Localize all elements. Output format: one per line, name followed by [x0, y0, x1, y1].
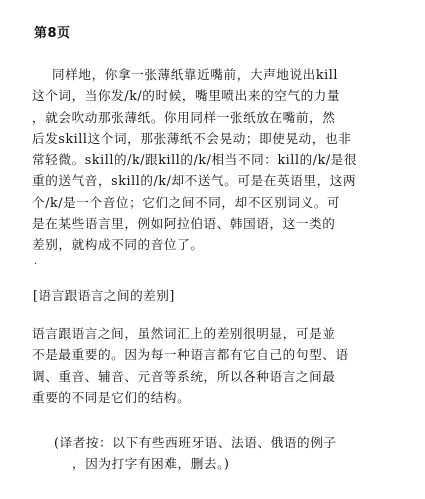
paragraph-line: ，就会吹动那张薄纸。你用同样一张纸放在嘴前，然 — [32, 109, 336, 125]
paragraph-line: 调、重音、辅音、元音等系统，所以各种语言之间最 — [32, 368, 336, 384]
stray-dot: . — [34, 256, 38, 267]
paragraph-line: 差别，就构成不同的音位了。 — [32, 237, 204, 253]
translator-note — [54, 432, 337, 475]
paragraph-line: 是在某些语言里，例如阿拉伯语、韩国语，这一类的 — [32, 216, 336, 232]
section-heading: [语言跟语言之间的差别] — [33, 288, 175, 303]
paragraph-line: 重的送气音，skill的/k/却不送气。可是在英语里，这两 — [32, 173, 357, 189]
note-line: (译者按：以下有些西班牙语、法语、俄语的例子 — [54, 435, 337, 450]
paragraph-line: 同样地，你拿一张薄纸靠近嘴前，大声地说出kill — [52, 67, 338, 82]
paragraph-structure — [32, 323, 402, 408]
paragraph-line: 个/k/是一个音位；它们之间不同，却不区别词义。可 — [32, 194, 341, 210]
note-line: ，因为打字有困难，删去。) — [72, 456, 230, 472]
paragraph-aspiration — [32, 64, 402, 256]
paragraph-line: 不是最重要的。因为每一种语言都有它自己的句型、语 — [32, 347, 349, 363]
paragraph-line: 重要的不同是它们的结构。 — [32, 389, 191, 405]
paragraph-line: 语言跟语言之间，虽然词汇上的差别很明显，可是並 — [32, 326, 336, 341]
page-number-label: 第8页 — [34, 26, 71, 41]
paragraph-line: 后发skill这个词，那张薄纸不会晃动；即使晃动，也非 — [32, 130, 352, 146]
paragraph-line: 这个词，当你发/k/的时候，嘴里喷出来的空气的力量 — [32, 88, 341, 104]
paragraph-line: 常轻微。skill的/k/跟kill的/k/相当不同：kill的/k/是很 — [32, 152, 358, 168]
